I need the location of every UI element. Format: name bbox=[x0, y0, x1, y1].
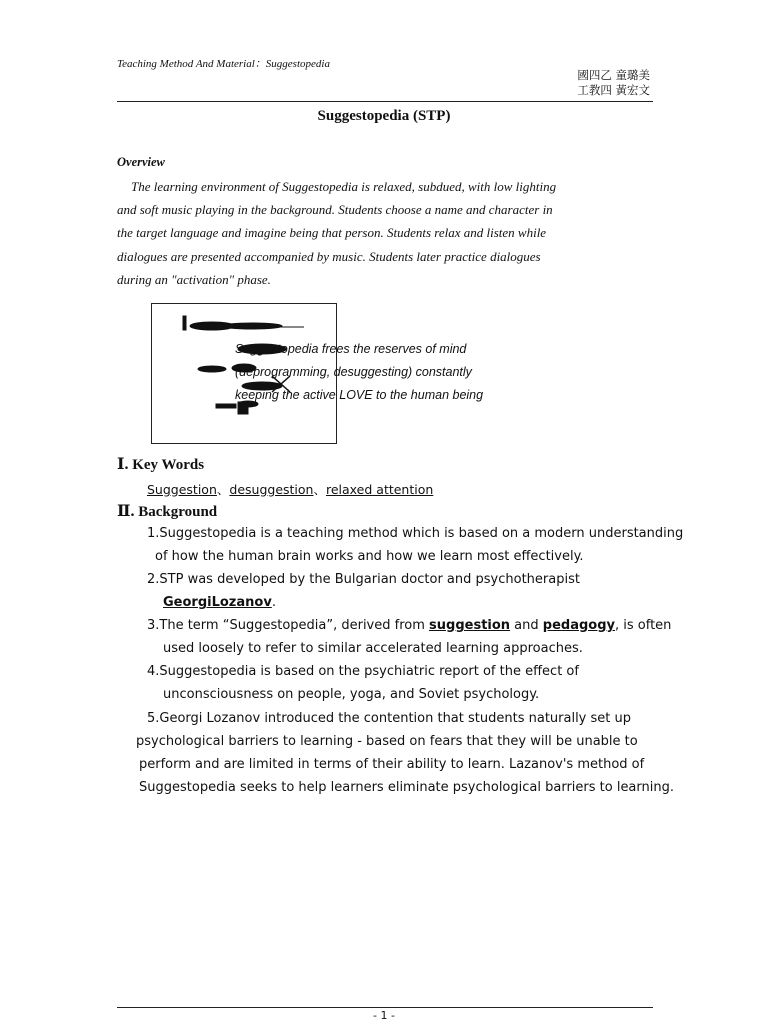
header-rule bbox=[117, 101, 653, 102]
overview-line: and soft music playing in the background. Students choose a name and character in bbox=[117, 202, 553, 218]
keyword: desuggestion bbox=[229, 482, 314, 497]
section-title: Background bbox=[138, 504, 218, 520]
overview-heading: Overview bbox=[117, 155, 165, 169]
background-line: used loosely to refer to similar accelerated learning approaches. bbox=[163, 641, 583, 656]
keyword: relaxed attention bbox=[325, 482, 434, 497]
background-line: 4.Suggestopedia is based on the psychiatric report of the effect of bbox=[147, 664, 579, 679]
person-name: GeorgiLozanov bbox=[163, 595, 272, 610]
overview-line: The learning environment of Suggestopedia is relaxed, subdued, with low lighting bbox=[131, 179, 557, 194]
background-line: psychological barriers to learning - based on fears that they will be unable to bbox=[136, 734, 638, 749]
overview-line: dialogues are presented accompanied by music. Students later practice dialogues bbox=[117, 248, 541, 264]
author-line-1: 國四乙 童璐美 bbox=[577, 68, 650, 82]
quote-line: keeping the active LOVE to the human being bbox=[235, 388, 484, 402]
background-line: 5.Georgi Lozanov introduced the contention that students naturally set up bbox=[147, 711, 632, 726]
term-pedagogy: pedagogy bbox=[542, 618, 615, 633]
overview-line: during an "activation" phase. bbox=[117, 271, 271, 287]
running-header-title: Teaching Method And Material：Suggestopedia bbox=[117, 58, 330, 70]
background-line: perform and are limited in terms of their ability to learn. Lazanov's method of bbox=[139, 757, 645, 772]
section-title: Key Words bbox=[132, 457, 205, 473]
footer-rule bbox=[117, 1007, 653, 1008]
scribble-mark bbox=[198, 366, 226, 372]
scribble-mark bbox=[183, 316, 186, 330]
background-line: GeorgiLozanov. bbox=[163, 595, 276, 610]
scribble-mark bbox=[222, 323, 282, 329]
background-heading bbox=[117, 501, 217, 521]
key-words-heading bbox=[117, 454, 204, 474]
background-line: Suggestopedia seeks to help learners eliminate psychological barriers to learning. bbox=[139, 780, 674, 795]
section-number: Ⅱ. bbox=[117, 503, 135, 520]
quote-line: Suggestopedia frees the reserves of mind bbox=[235, 342, 467, 356]
background-line: 3.The term “Suggestopedia”, derived from suggestion and pedagogy, is often bbox=[147, 618, 672, 633]
author-names bbox=[577, 68, 650, 98]
keyword: Suggestion bbox=[147, 482, 217, 497]
background-line: 1.Suggestopedia is a teaching method which is based on a modern understanding bbox=[147, 526, 684, 541]
author-line-2: 工教四 黃宏文 bbox=[577, 83, 650, 97]
key-words-list: Suggestion、desuggestion、relaxed attention bbox=[147, 482, 434, 497]
term-suggestion: suggestion bbox=[429, 618, 511, 633]
overview-paragraph bbox=[117, 175, 657, 291]
quote-line: (deprogramming, desuggesting) constantly bbox=[235, 365, 472, 379]
overview-line: the target language and imagine being that person. Students relax and listen while bbox=[117, 225, 547, 241]
page-number: - 1 - bbox=[373, 1009, 395, 1022]
background-line: unconsciousness on people, yoga, and Soviet psychology. bbox=[163, 687, 540, 702]
background-line: of how the human brain works and how we learn most effectively. bbox=[155, 549, 584, 564]
section-number: Ⅰ. bbox=[117, 456, 129, 473]
page-title: Suggestopedia (STP) bbox=[317, 108, 451, 124]
figure-quote bbox=[235, 338, 483, 407]
background-line: 2.STP was developed by the Bulgarian doctor and psychotherapist bbox=[147, 572, 580, 587]
scribble-mark bbox=[216, 404, 236, 408]
